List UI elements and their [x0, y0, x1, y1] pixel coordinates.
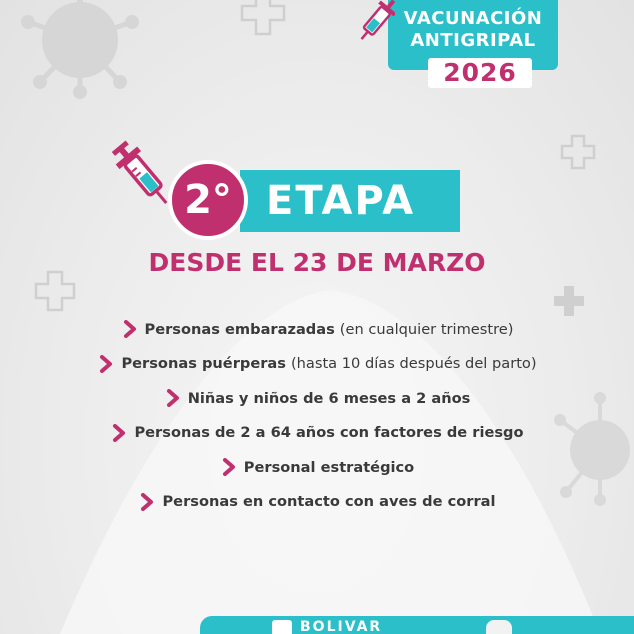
list-item	[0, 450, 634, 485]
list-item	[0, 485, 634, 520]
campaign-title-line1: VACUNACIÓN	[403, 8, 543, 29]
stage-number: 2°	[184, 177, 232, 223]
start-date: DESDE EL 23 DE MARZO	[148, 248, 486, 277]
municipality-logo	[272, 620, 292, 634]
list-item-label: Personal estratégico	[243, 458, 415, 476]
list-item-label: Personas de 2 a 64 años con factores de riesgo	[134, 424, 524, 442]
stage-label: ETAPA	[266, 178, 416, 224]
campaign-title	[388, 8, 558, 52]
list-item	[0, 347, 634, 382]
list-item-note: (en cualquier trimestre)	[339, 320, 514, 338]
coat-of-arms-seal	[486, 620, 512, 634]
list-item-label: Personas en contacto con aves de corral	[162, 493, 496, 511]
priority-groups-list	[0, 312, 634, 519]
chevron-right-icon	[110, 424, 128, 442]
campaign-year: 2026	[428, 58, 532, 88]
footer-brand: BOLIVAR	[300, 619, 383, 634]
plus-cross-icon	[242, 0, 284, 34]
virus-icon	[21, 0, 139, 99]
list-item	[0, 312, 634, 347]
footer-bar	[200, 616, 634, 634]
chevron-right-icon	[121, 320, 139, 338]
list-item-label: Niñas y niños de 6 meses a 2 años	[187, 389, 471, 407]
campaign-title-line2: ANTIGRIPAL	[410, 30, 536, 51]
chevron-right-icon	[220, 458, 238, 476]
chevron-right-icon	[97, 355, 115, 373]
list-item	[0, 416, 634, 451]
chevron-right-icon	[138, 493, 156, 511]
list-item-label: Personas embarazadas	[144, 320, 335, 338]
list-item	[0, 381, 634, 416]
list-item-label: Personas puérperas	[121, 355, 286, 373]
plus-cross-icon	[562, 136, 594, 168]
list-item-note: (hasta 10 días después del parto)	[290, 355, 537, 373]
chevron-right-icon	[164, 389, 182, 407]
